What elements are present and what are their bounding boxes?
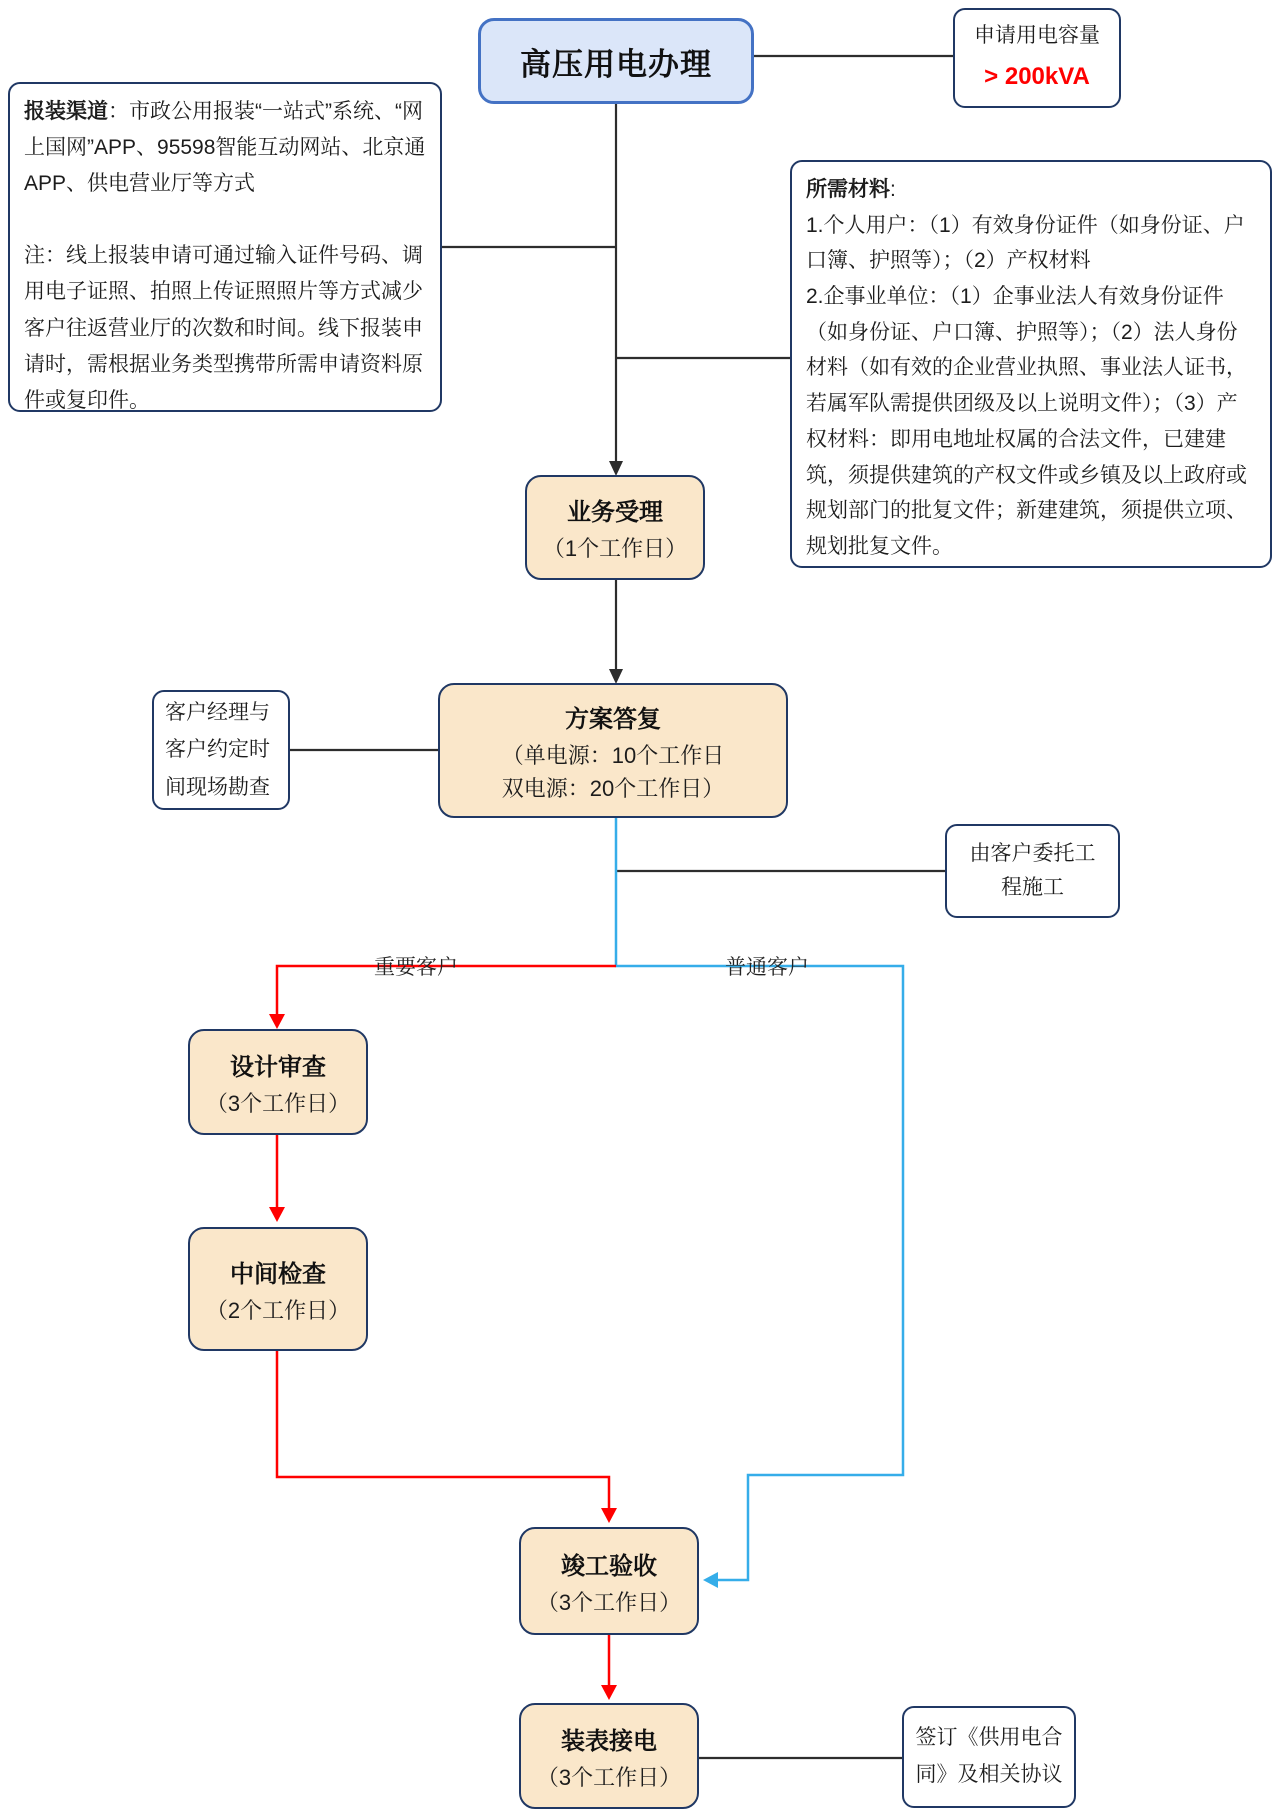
node-duration: （3个工作日） (536, 1589, 682, 1615)
node-completion-acceptance (519, 1527, 699, 1635)
materials-note-heading-line (806, 172, 1256, 208)
materials-note-heading: 所需材料 (806, 178, 890, 201)
node-duration: （2个工作日） (205, 1297, 351, 1323)
node-duration: （3个工作日） (536, 1764, 682, 1790)
node-duration: （1个工作日） (542, 536, 688, 561)
node-title: 设计审查 (230, 1053, 326, 1081)
node-plan-reply (438, 683, 788, 818)
node-business-acceptance (525, 475, 705, 580)
contract-note (902, 1706, 1076, 1808)
capacity-note-text: 申请用电容量 (974, 24, 1100, 48)
construction-note (945, 824, 1120, 918)
materials-note-item-enterprise: 2.企事业单位：（1）企事业法人有效身份证件（如身份证、户口簿、护照等）；（2）法人身份材料（如有效的企业营业执照、事业法人证书，若属军队需提供团级及以上说明文件）；（3）产权材料：即用电地址权属的合法文件，已建建筑，须提供建筑的产权文件或乡镇及以上政府或规划部门的批复文件；新建建筑，须提供立项、规划批复文件。 (806, 285, 1247, 558)
node-title: 中间检查 (230, 1260, 326, 1288)
channels-note-heading: 报装渠道 (24, 100, 108, 123)
survey-note (152, 690, 290, 810)
channels-note (8, 82, 442, 412)
node-duration-line2: 双电源：20个工作日） (501, 775, 725, 801)
channels-note-remark: 注：线上报装申请可通过输入证件号码、调用电子证照、拍照上传证照照片等方式减少客户往返营业厅的次数和时间。线下报装申请时，需根据业务类型携带所需申请资料原件或复印件。 (24, 244, 423, 412)
cyan-path (616, 818, 903, 1580)
materials-note (790, 160, 1272, 568)
node-title: 方案答复 (565, 705, 661, 733)
cyan-arrowhead (703, 1572, 718, 1588)
branch-label-important: 重要客户 (374, 956, 458, 979)
paragraph-gap (24, 202, 426, 238)
channels-note-body: ：市政公用报装“一站式”系统、“网上国网”APP、95598智能互动网站、北京通APP、供电营业厅等方式 (24, 100, 426, 196)
node-duration: （3个工作日） (205, 1090, 351, 1116)
node-title: 业务受理 (567, 499, 663, 526)
capacity-note (953, 8, 1121, 108)
branch-label-normal: 普通客户 (725, 956, 809, 979)
capacity-note-value: > 200kVA (984, 63, 1090, 91)
node-title: 装表接电 (561, 1727, 657, 1755)
node-meter-installation (519, 1703, 699, 1809)
survey-note-text: 客户经理与客户约定时间现场勘查 (165, 700, 270, 799)
page-title: 高压用电办理 (520, 46, 712, 82)
node-title: 竣工验收 (561, 1552, 657, 1580)
contract-note-text: 签订《供用电合同》及相关协议 (915, 1726, 1063, 1786)
materials-note-colon: : (890, 178, 896, 201)
node-duration-line1: （单电源：10个工作日 (501, 742, 725, 768)
node-design-review (188, 1029, 368, 1135)
channels-note-paragraph (24, 94, 426, 202)
materials-note-item-personal: 1.个人用户：（1）有效身份证件（如身份证、户口簿、护照等）；（2）产权材料 (806, 213, 1245, 273)
title-node (478, 18, 754, 104)
node-intermediate-inspection (188, 1227, 368, 1351)
construction-note-text: 由客户委托工程施工 (969, 842, 1096, 899)
